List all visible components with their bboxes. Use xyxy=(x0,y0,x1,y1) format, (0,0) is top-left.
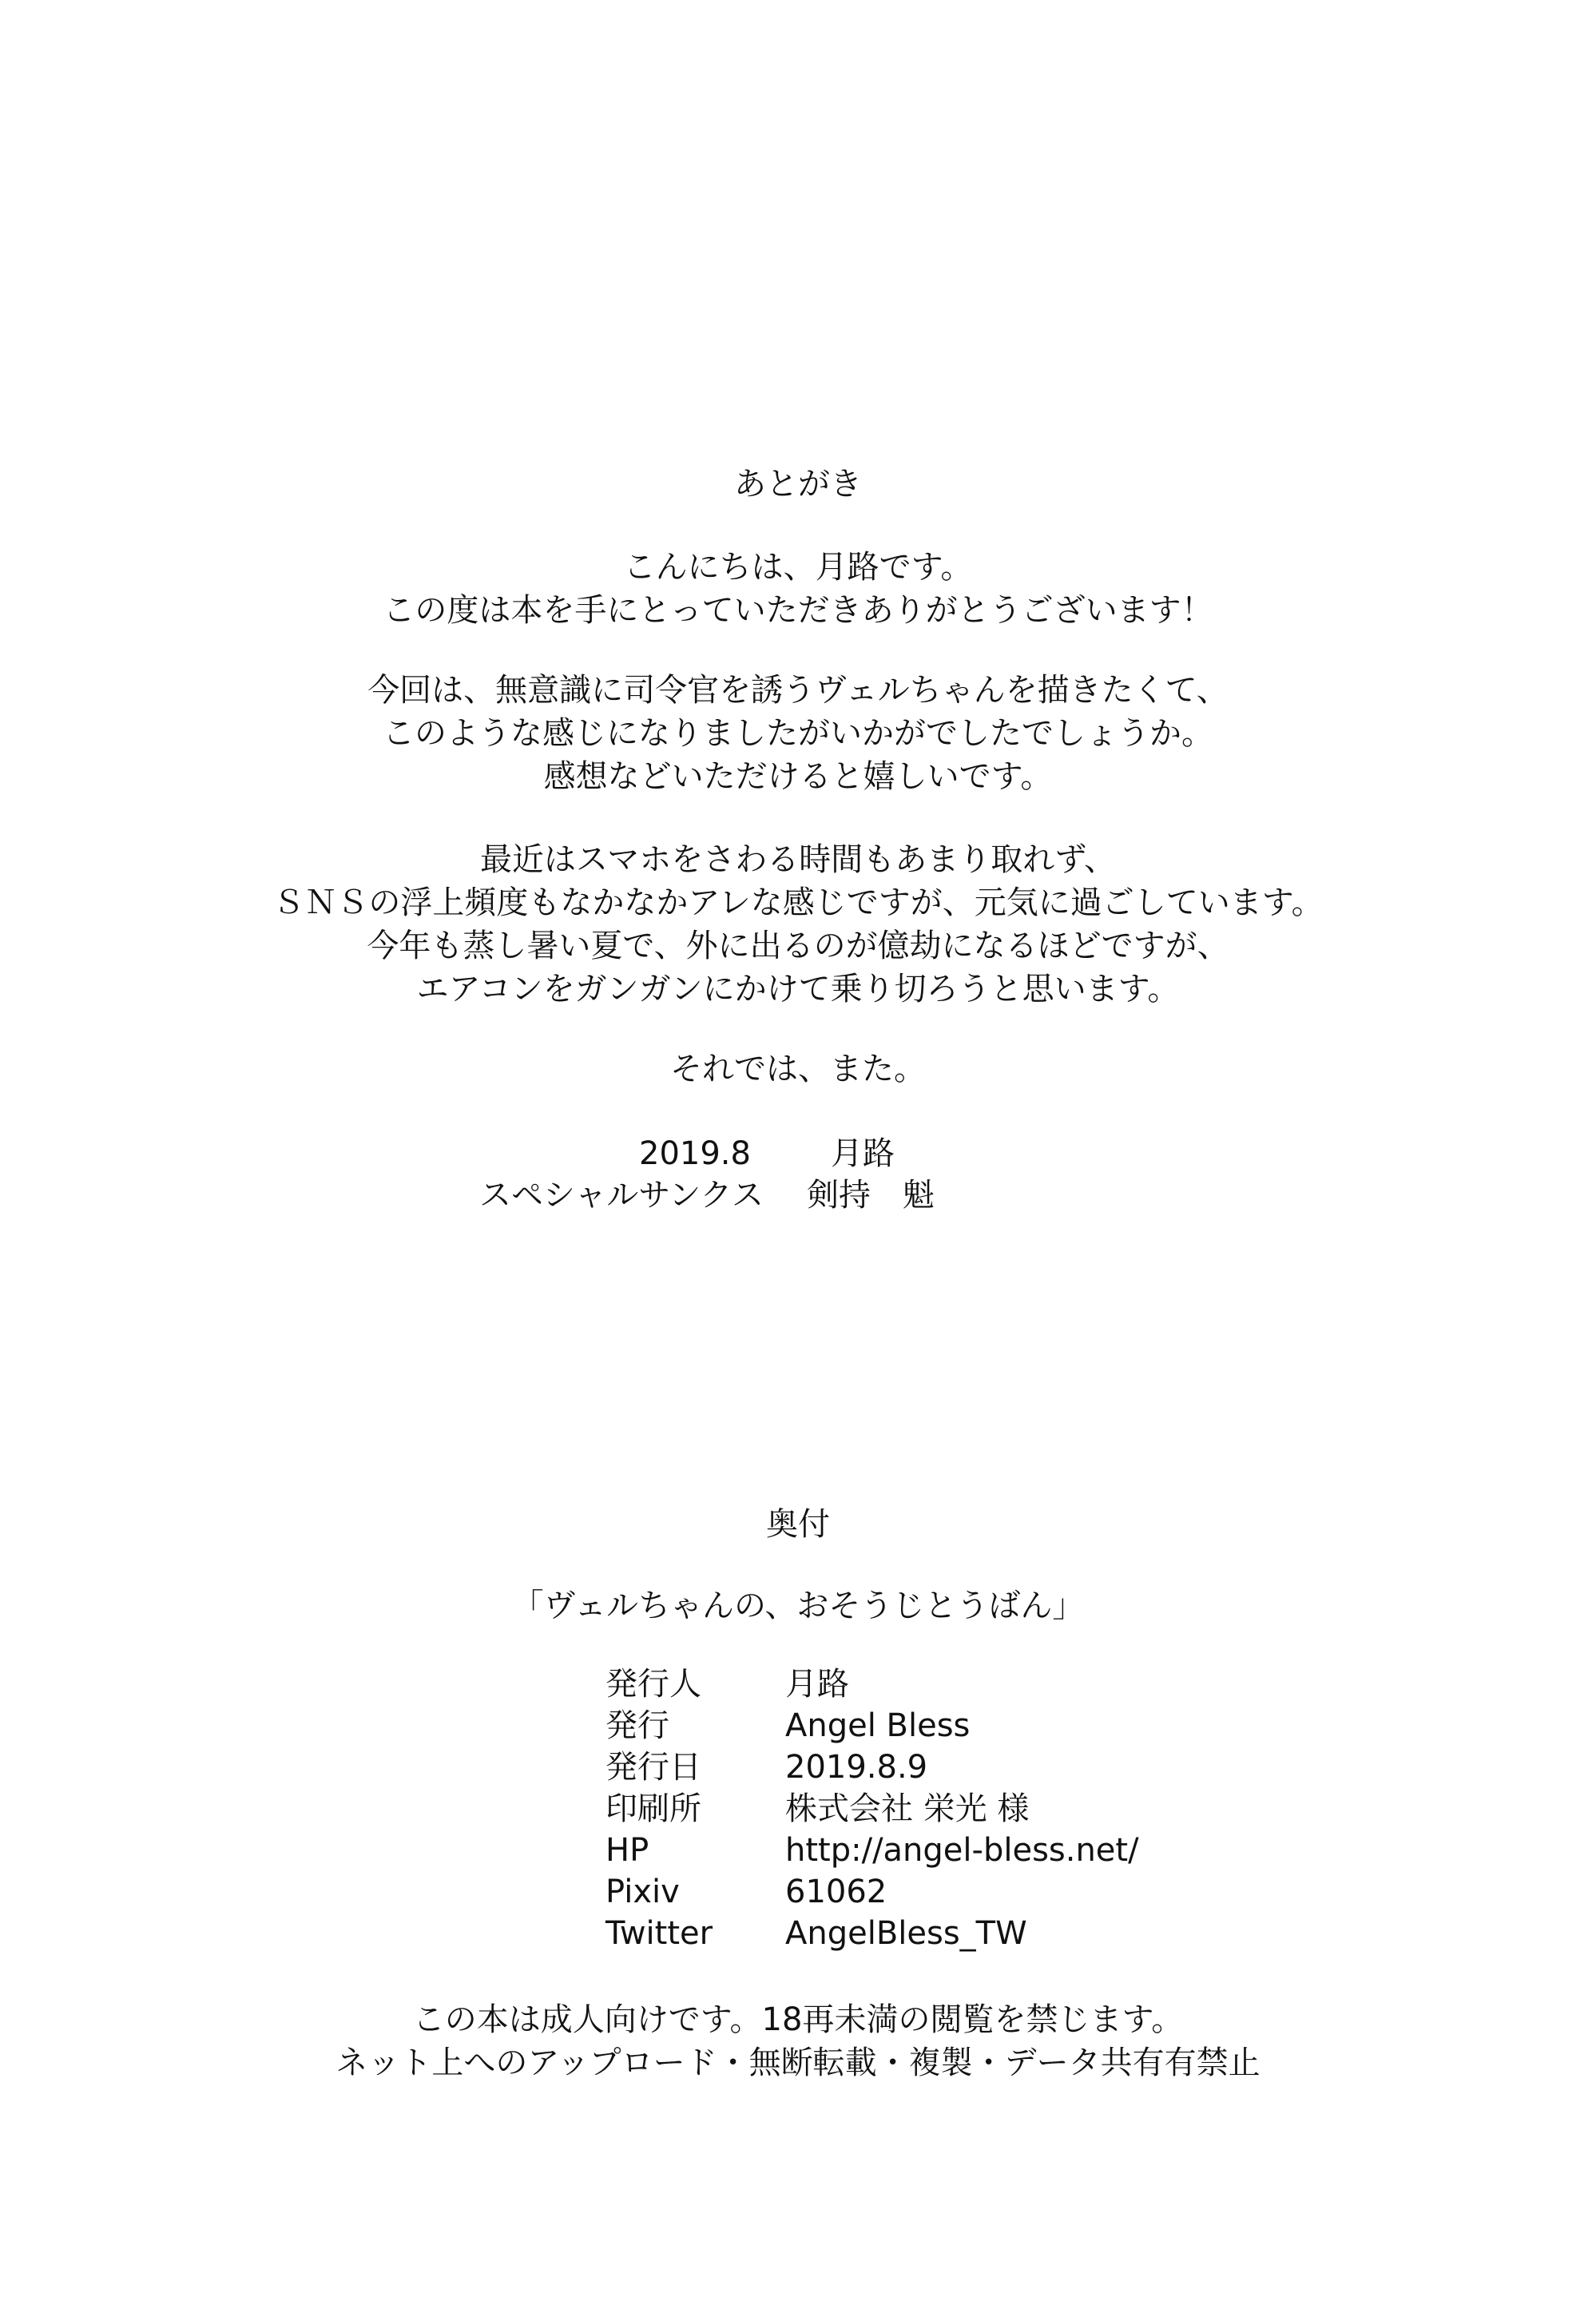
issue-date-value: 2019.8.9 xyxy=(785,1749,928,1786)
adult-notice-line-1: この本は成人向けです。18再未満の閲覧を禁じます。 xyxy=(412,2001,1184,2038)
book-title: 「ヴェルちゃんの、おそうじとうばん」 xyxy=(511,1588,1085,1624)
adult-notice-line-2: ネット上へのアップロード・無断転載・複製・データ共有有禁止 xyxy=(335,2045,1261,2081)
signature-date: 2019.8 xyxy=(639,1135,751,1172)
paragraph1-line-1: 今回は、無意識に司令官を誘うヴェルちゃんを描きたくて、 xyxy=(367,672,1229,709)
twitter-value: AngelBless_TW xyxy=(785,1915,1027,1952)
greeting-line-1: こんにちは、月路です。 xyxy=(623,549,973,586)
publisher-label: 発行人 xyxy=(605,1666,701,1703)
paragraph2-line-2: ＳＮＳの浮上頻度もなかなかアレな感じですが、元気に過ごしています。 xyxy=(272,884,1324,921)
colophon-heading: 奥付 xyxy=(766,1506,830,1543)
homepage-label: HP xyxy=(605,1832,649,1869)
pixiv-label: Pixiv xyxy=(605,1874,680,1910)
printer-value: 株式会社 栄光 様 xyxy=(785,1790,1030,1827)
paragraph1-line-2: このような感じになりましたがいかがでしたでしょうか。 xyxy=(383,715,1213,752)
signature-author: 月路 xyxy=(831,1135,895,1172)
greeting-line-2: この度は本を手にとっていただきありがとうございます！ xyxy=(383,592,1213,629)
paragraph2-line-3: 今年も蒸し暑い夏で、外に出るのが億劫になるほどですが、 xyxy=(367,928,1229,964)
issuer-label: 発行 xyxy=(605,1707,669,1744)
paragraph2-line-4: エアコンをガンガンにかけて乗り切ろうと思います。 xyxy=(416,971,1180,1007)
afterword-heading: あとがき xyxy=(734,466,862,503)
twitter-label: Twitter xyxy=(605,1915,713,1952)
closing-line: それでは、また。 xyxy=(670,1051,926,1087)
issuer-value: Angel Bless xyxy=(785,1707,971,1744)
printer-label: 印刷所 xyxy=(605,1790,701,1827)
publisher-value: 月路 xyxy=(785,1666,849,1703)
special-thanks-label: スペシャルサンクス xyxy=(479,1177,764,1214)
pixiv-value: 61062 xyxy=(785,1874,887,1910)
paragraph2-line-1: 最近はスマホをさわる時間もあまり取れず、 xyxy=(480,841,1116,878)
homepage-value: http://angel-bless.net/ xyxy=(785,1832,1139,1869)
special-thanks-name: 剣持 魁 xyxy=(807,1177,935,1214)
issue-date-label: 発行日 xyxy=(605,1749,701,1786)
paragraph1-line-3: 感想などいただけると嬉しいです。 xyxy=(543,758,1053,795)
